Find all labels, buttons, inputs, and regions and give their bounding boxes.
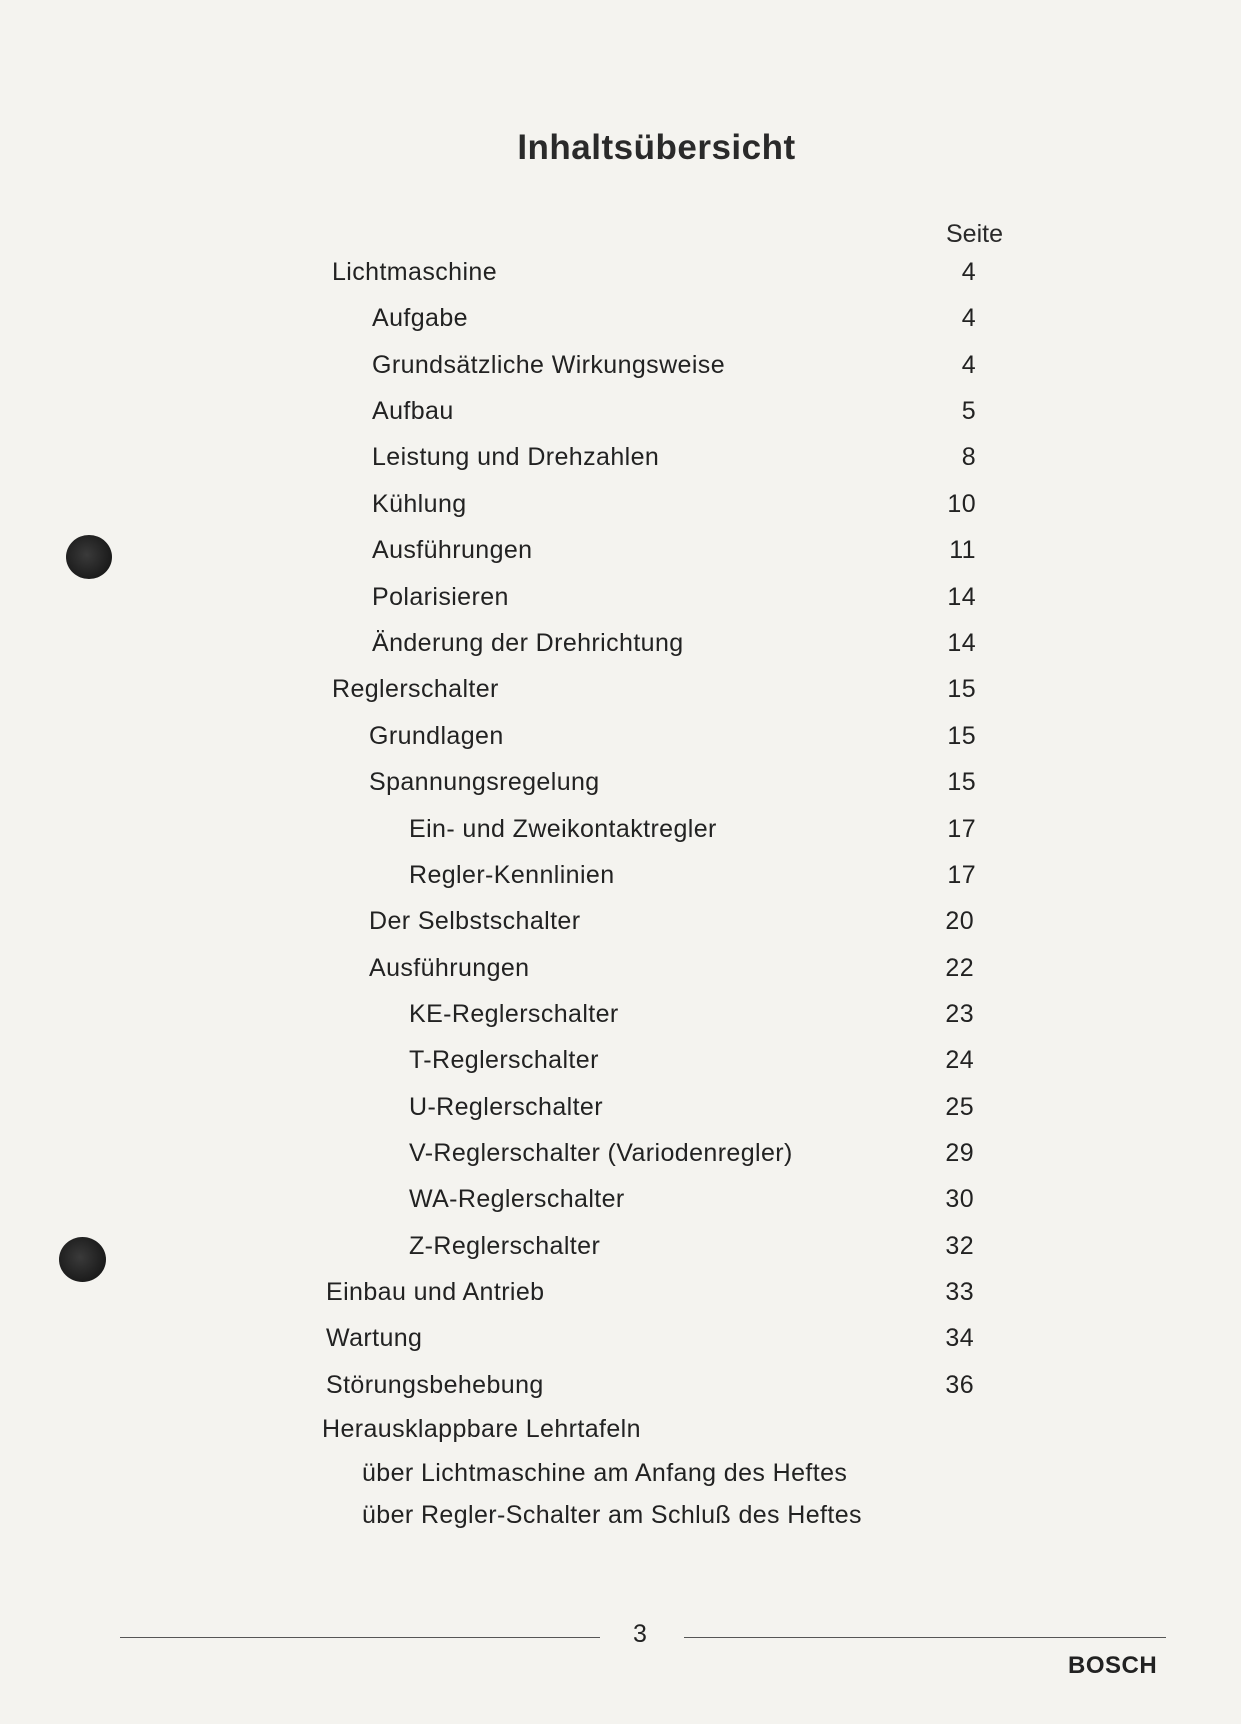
toc-entry-page: 29 — [945, 1139, 974, 1167]
toc-entry-page: 22 — [945, 954, 974, 982]
toc-entry-page: 20 — [945, 907, 974, 935]
toc-entry — [0, 673, 1241, 705]
toc-entry — [0, 766, 1241, 798]
toc-entry-title: Polarisieren — [372, 583, 509, 611]
toc-entry-page: 4 — [961, 258, 976, 286]
toc-entry — [0, 302, 1241, 334]
toc-entry-page: 17 — [947, 861, 976, 889]
toc-entry — [0, 256, 1241, 288]
toc-entry-title: Lichtmaschine — [332, 258, 498, 286]
toc-entry-page: 25 — [945, 1093, 974, 1121]
toc-entry-title: Einbau und Antrieb — [326, 1278, 545, 1306]
toc-entry-title: Ausführungen — [372, 536, 533, 564]
plates-heading: Herausklappbare Lehrtafeln — [322, 1415, 641, 1443]
toc-entry-page: 23 — [945, 1000, 974, 1028]
footer-rule-left — [120, 1637, 600, 1638]
toc-entry-page: 36 — [945, 1371, 974, 1399]
toc-entry — [0, 813, 1241, 845]
toc-entry-page: 4 — [961, 351, 976, 379]
plates-line: über Lichtmaschine am Anfang des Heftes — [362, 1459, 848, 1487]
toc-entry-title: T-Reglerschalter — [409, 1046, 599, 1074]
toc-entry-title: Der Selbstschalter — [369, 907, 581, 935]
toc-entry-page: 14 — [947, 629, 976, 657]
toc-entry-page: 32 — [945, 1232, 974, 1260]
toc-entry — [0, 1322, 1241, 1354]
toc-entry-title: V-Reglerschalter (Variodenregler) — [409, 1139, 793, 1167]
toc-entry — [0, 488, 1241, 520]
toc-entry-title: Änderung der Drehrichtung — [372, 629, 684, 657]
toc-entry-page: 15 — [947, 768, 976, 796]
toc-entry-page: 11 — [949, 536, 976, 564]
toc-entry-title: Z-Reglerschalter — [409, 1232, 601, 1260]
toc-entry — [0, 1230, 1241, 1262]
footer-rule-right — [684, 1637, 1166, 1638]
toc-entry-page: 15 — [947, 722, 976, 750]
toc-entry — [0, 905, 1241, 937]
toc-entry-page: 4 — [961, 304, 976, 332]
toc-entry-page: 5 — [961, 397, 976, 425]
toc-entry — [0, 349, 1241, 381]
page-column-header: Seite — [946, 220, 1003, 248]
toc-entry — [0, 581, 1241, 613]
toc-entry — [0, 952, 1241, 984]
toc-entry — [0, 395, 1241, 427]
toc-entry-title: KE-Reglerschalter — [409, 1000, 619, 1028]
toc-entry-title: Kühlung — [372, 490, 467, 518]
toc-entry-title: WA-Reglerschalter — [409, 1185, 625, 1213]
toc-entry — [0, 627, 1241, 659]
toc-entry — [0, 1276, 1241, 1308]
toc-entry-page: 17 — [947, 815, 976, 843]
toc-entry — [0, 1044, 1241, 1076]
toc-entry-title: Störungsbehebung — [326, 1371, 544, 1399]
toc-entry-page: 14 — [947, 583, 976, 611]
toc-entry — [0, 441, 1241, 473]
toc-entry-page: 34 — [945, 1324, 974, 1352]
toc-entry-title: Reglerschalter — [332, 675, 499, 703]
toc-entry-title: Ausführungen — [369, 954, 530, 982]
toc-entry-title: Aufgabe — [372, 304, 468, 332]
footer-page-number: 3 — [633, 1620, 647, 1648]
toc-entry-page: 15 — [947, 675, 976, 703]
toc-entry — [0, 1183, 1241, 1215]
toc-entry-page: 10 — [947, 490, 976, 518]
toc-entry-page: 33 — [945, 1278, 974, 1306]
toc-entry — [0, 859, 1241, 891]
toc-entry-title: Regler-Kennlinien — [409, 861, 615, 889]
toc-entry — [0, 998, 1241, 1030]
toc-entry-title: U-Reglerschalter — [409, 1093, 603, 1121]
toc-entry-title: Leistung und Drehzahlen — [372, 443, 660, 471]
toc-entry-title: Grundsätzliche Wirkungsweise — [372, 351, 725, 379]
toc-entry-title: Grundlagen — [369, 722, 504, 750]
toc-entry — [0, 1137, 1241, 1169]
toc-entry — [0, 534, 1241, 566]
toc-entry-page: 8 — [961, 443, 976, 471]
brand-logo: BOSCH — [1068, 1652, 1158, 1679]
toc-entry-title: Wartung — [326, 1324, 423, 1352]
toc-entry — [0, 1091, 1241, 1123]
toc-entry-title: Spannungsregelung — [369, 768, 600, 796]
toc-entry-page: 24 — [945, 1046, 974, 1074]
plates-line: über Regler-Schalter am Schluß des Heftes — [362, 1501, 862, 1529]
toc-entry-title: Aufbau — [372, 397, 454, 425]
toc-entry — [0, 720, 1241, 752]
toc-entry — [0, 1369, 1241, 1401]
page-title: Inhaltsübersicht — [517, 128, 796, 167]
toc-entry-title: Ein- und Zweikontaktregler — [409, 815, 717, 843]
toc-entry-page: 30 — [945, 1185, 974, 1213]
